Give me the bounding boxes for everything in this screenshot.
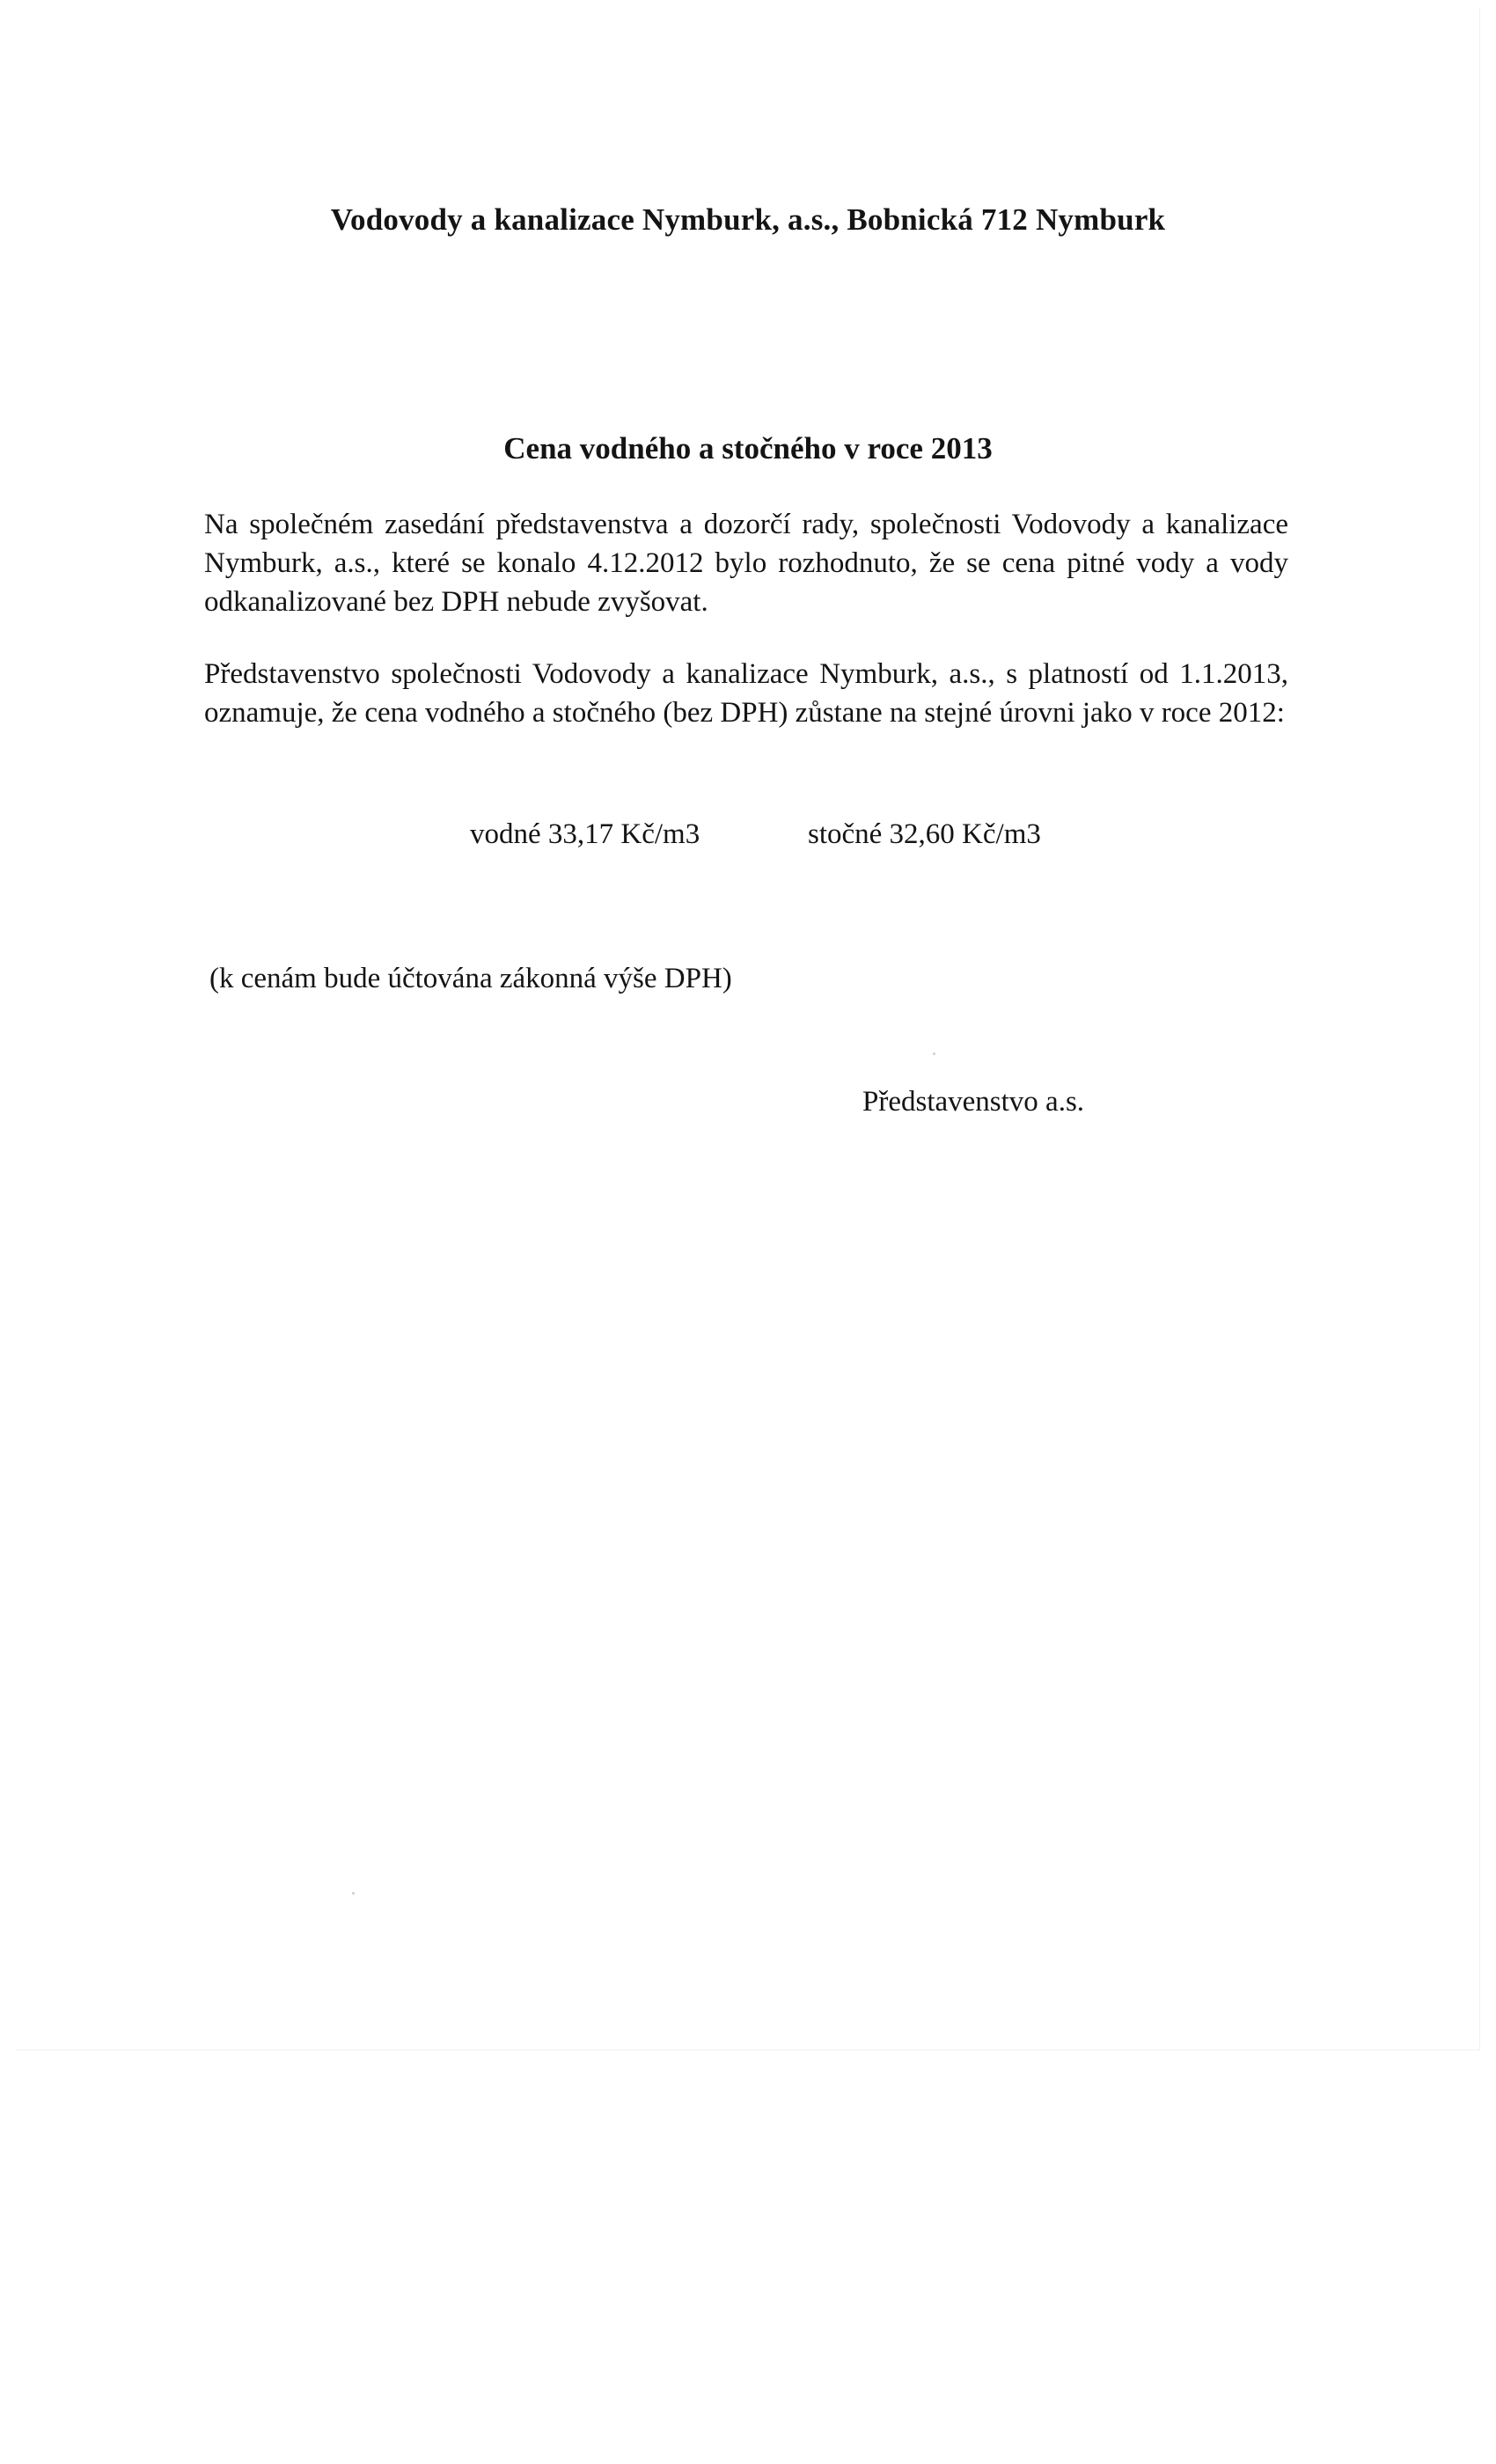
document-title: Cena vodného a stočného v roce 2013 <box>503 431 993 466</box>
signature: Představenstvo a.s. <box>862 1086 1085 1118</box>
scan-speck <box>352 1892 355 1895</box>
paragraph-announcement: Představenstvo společnosti Vodovody a kanalizace Nymburk, a.s., s platností od 1.1.2013, oznamuje, že cena vodného a stočného (bez DPH) zůstane na stejné úrovni jako v roce 2012: <box>204 658 1288 729</box>
water-price: vodné 33,17 Kč/m3 <box>470 818 700 850</box>
letterhead: Vodovody a kanalizace Nymburk, a.s., Bobnická 712 Nymburk <box>330 202 1166 237</box>
sewer-price: stočné 32,60 Kč/m3 <box>808 818 1041 850</box>
vat-note: (k cenám bude účtována zákonná výše DPH) <box>209 963 732 994</box>
scan-speck <box>933 1052 935 1055</box>
paragraph-decision: Na společném zasedání představenstva a dozorčí rady, společnosti Vodovody a kanalizace Nymburk, a.s., které se konalo 4.12.2012 bylo rozhodnuto, že se cena pitné vody a vody odkanalizované bez DPH nebude zvyšovat. <box>204 509 1288 618</box>
